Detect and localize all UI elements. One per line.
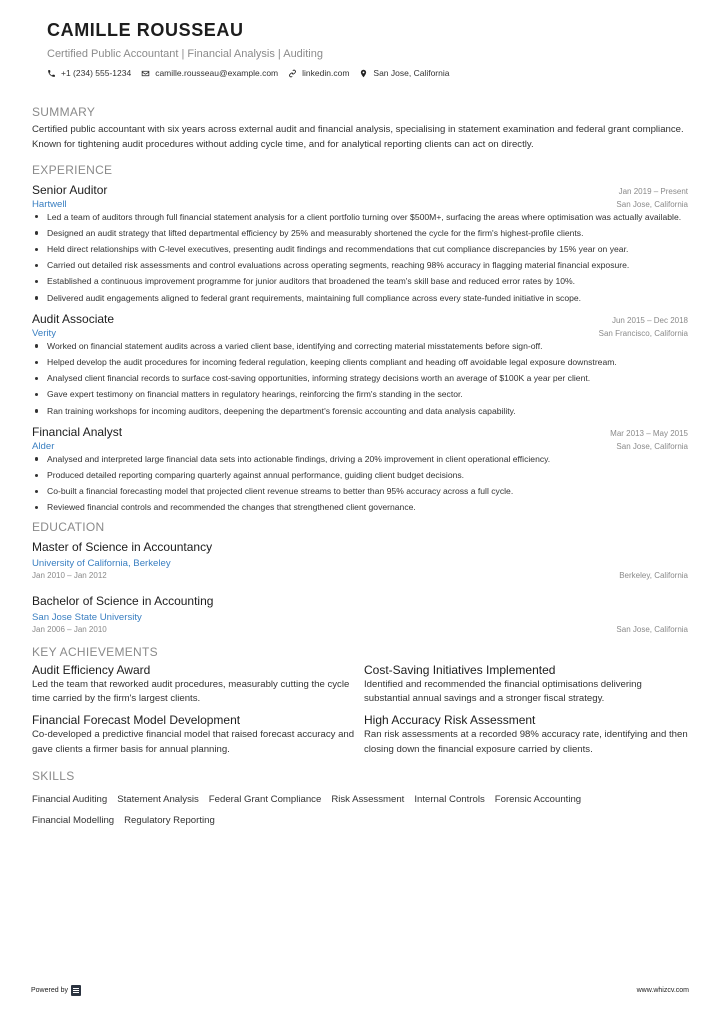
summary-section xyxy=(32,105,688,153)
skills-list xyxy=(32,789,632,831)
job-location: San Francisco, California xyxy=(598,328,688,338)
bullet-item: Carried out detailed risk assessments and control evaluations across operating segments, reaching 98% accuracy in flagging material financial exposure. xyxy=(32,259,688,271)
school-name: San Jose State University xyxy=(32,611,142,623)
job-bullets xyxy=(32,453,688,514)
contact-bar xyxy=(47,68,687,78)
skill-item: Forensic Accounting xyxy=(494,793,582,805)
education-meta-row xyxy=(32,625,688,634)
achievement-title: Audit Efficiency Award xyxy=(32,662,151,677)
bullet-item: Analysed and interpreted large financial data sets into actionable findings, driving a 20% improvement in client operational efficiency. xyxy=(32,453,688,465)
phone-text: +1 (234) 555-1234 xyxy=(61,68,132,78)
skills-section xyxy=(32,769,688,831)
bullet-item: Worked on financial statement audits across a varied client base, identifying and correcting material misstatements before sign-off. xyxy=(32,340,688,352)
whizcv-logo-icon xyxy=(71,985,81,996)
bullet-item: Co-built a financial forecasting model that projected client revenue streams to better than 95% accuracy across a full cycle. xyxy=(32,485,688,497)
achievement-item xyxy=(32,713,364,758)
skill-item: Financial Modelling xyxy=(32,814,115,826)
education-meta-row xyxy=(32,571,688,580)
job-entry xyxy=(32,183,688,304)
skill-item: Statement Analysis xyxy=(117,793,199,805)
skill-item: Financial Auditing xyxy=(32,793,108,805)
skill-item: Federal Grant Compliance xyxy=(208,793,322,805)
resume-body xyxy=(32,105,688,831)
location-text: San Jose, California xyxy=(373,68,450,78)
contact-email[interactable] xyxy=(141,68,278,78)
education-dates: Jan 2010 – Jan 2012 xyxy=(32,570,107,580)
candidate-headline: Certified Public Accountant | Financial Analysis | Auditing xyxy=(47,48,323,60)
degree-title: Master of Science in Accountancy xyxy=(32,539,213,554)
school-name: University of California, Berkeley xyxy=(32,557,171,569)
email-text[interactable]: camille.rousseau@example.com xyxy=(155,68,279,78)
experience-section xyxy=(32,163,688,514)
phone-icon xyxy=(47,69,56,78)
education-entry xyxy=(32,540,688,580)
job-company-row xyxy=(32,199,688,210)
summary-text: Certified public accountant with six years across external audit and financial analysis, specialising in statement examination and federal grant compliance. Known for tightening audit procedures without adding cycle time, and for analytical reporting clients can act on directly. xyxy=(32,124,684,150)
job-title: Audit Associate xyxy=(32,311,115,326)
education-entry xyxy=(32,594,688,634)
job-dates: Jun 2015 – Dec 2018 xyxy=(611,315,688,325)
job-entry xyxy=(32,312,688,417)
education-location: Berkeley, California xyxy=(619,570,688,580)
powered-by[interactable] xyxy=(31,985,81,996)
contact-linkedin[interactable] xyxy=(288,68,349,78)
achievement-description: Led the team that reworked audit procedures, measurably cutting the cycle time carried by the firm's largest clients. xyxy=(32,678,350,705)
linkedin-text[interactable]: linkedin.com xyxy=(302,68,350,78)
resume-header xyxy=(47,20,687,78)
job-title-row xyxy=(32,425,688,439)
bullet-item: Led a team of auditors through full financial statement analysis for a client portfolio turning over $500M+, surfacing the areas where optimisation was actually available. xyxy=(32,211,688,223)
bullet-item: Produced detailed reporting comparing quarterly against annual performance, guiding client budget decisions. xyxy=(32,469,688,481)
bullet-item: Designed an audit strategy that lifted departmental efficiency by 25% and measurably shortened the cycle for the firm's highest-profile clients. xyxy=(32,227,688,239)
skills-heading: SKILLS xyxy=(32,768,75,783)
achievement-title: High Accuracy Risk Assessment xyxy=(364,713,536,728)
job-dates: Jan 2019 – Present xyxy=(618,186,688,196)
achievements-heading: KEY ACHIEVEMENTS xyxy=(32,644,158,659)
achievements-grid xyxy=(32,663,688,758)
powered-by-text: Powered by xyxy=(31,987,68,994)
achievement-item xyxy=(32,663,364,708)
job-bullets xyxy=(32,340,688,417)
contact-phone xyxy=(47,68,131,78)
bullet-item: Held direct relationships with C-level executives, presenting audit findings and recommendations that cut compliance discrepancies by 15% year on year. xyxy=(32,243,688,255)
skill-item: Risk Assessment xyxy=(331,793,405,805)
bullet-item: Ran training workshops for incoming auditors, deepening the department's forensic accounting and data analysis capability. xyxy=(32,405,688,417)
achievement-description: Identified and recommended the financial optimisations delivering substantial annual savings and a stronger fiscal strategy. xyxy=(364,678,642,705)
job-company: Verity xyxy=(32,327,56,339)
education-dates: Jan 2006 – Jan 2010 xyxy=(32,624,107,634)
achievement-title: Cost-Saving Initiatives Implemented xyxy=(364,662,556,677)
job-location: San Jose, California xyxy=(616,199,688,209)
bullet-item: Analysed client financial records to surface cost-saving opportunities, informing strategy decisions worth an average of $100K a year per client. xyxy=(32,372,688,384)
job-bullets xyxy=(32,211,688,304)
link-icon xyxy=(288,69,297,78)
job-location: San Jose, California xyxy=(616,441,688,451)
candidate-name: CAMILLE ROUSSEAU xyxy=(47,20,244,40)
achievements-section xyxy=(32,645,688,758)
education-location: San Jose, California xyxy=(616,624,688,634)
job-dates: Mar 2013 – May 2015 xyxy=(610,428,688,438)
location-pin-icon xyxy=(359,69,368,78)
achievement-item xyxy=(364,663,688,708)
achievement-title: Financial Forecast Model Development xyxy=(32,713,241,728)
bullet-item: Delivered audit engagements aligned to federal grant requirements, maintaining full compliance across every state-funded initiative in scope. xyxy=(32,292,688,304)
job-title: Financial Analyst xyxy=(32,424,123,439)
job-company-row xyxy=(32,328,688,339)
experience-heading: EXPERIENCE xyxy=(32,162,113,177)
mail-icon xyxy=(141,69,150,78)
job-entry xyxy=(32,425,688,514)
job-company: Alder xyxy=(32,440,55,452)
bullet-item: Reviewed financial controls and recommended the changes that strengthened client governance. xyxy=(32,501,688,513)
job-title-row xyxy=(32,312,688,326)
degree-title: Bachelor of Science in Accounting xyxy=(32,593,214,608)
education-section xyxy=(32,520,688,634)
education-heading: EDUCATION xyxy=(32,519,105,534)
achievement-description: Ran risk assessments at a recorded 98% accuracy rate, identifying and then closing down the financial exposure carried by clients. xyxy=(364,729,688,756)
contact-location xyxy=(359,68,449,78)
footer-site-link[interactable]: www.whizcv.com xyxy=(636,987,689,994)
job-company-row xyxy=(32,441,688,452)
achievement-item xyxy=(364,713,688,758)
skill-item: Regulatory Reporting xyxy=(124,814,215,826)
job-company: Hartwell xyxy=(32,198,67,210)
bullet-item: Helped develop the audit procedures for incoming federal regulation, keeping clients compliant and heading off avoidable legal exposure downstream. xyxy=(32,356,688,368)
job-title: Senior Auditor xyxy=(32,182,108,197)
job-title-row xyxy=(32,183,688,197)
achievement-description: Co-developed a predictive financial model that raised forecast accuracy and gave clients a firmer basis for annual planning. xyxy=(32,729,355,756)
bullet-item: Established a continuous improvement programme for junior auditors that broadened the team's skill base and reduced error rates by 10%. xyxy=(32,275,688,287)
bullet-item: Gave expert testimony on financial matters in regulatory hearings, reinforcing the firm's standing in the sector. xyxy=(32,388,688,400)
summary-heading: SUMMARY xyxy=(32,105,96,119)
skill-item: Internal Controls xyxy=(414,793,485,805)
